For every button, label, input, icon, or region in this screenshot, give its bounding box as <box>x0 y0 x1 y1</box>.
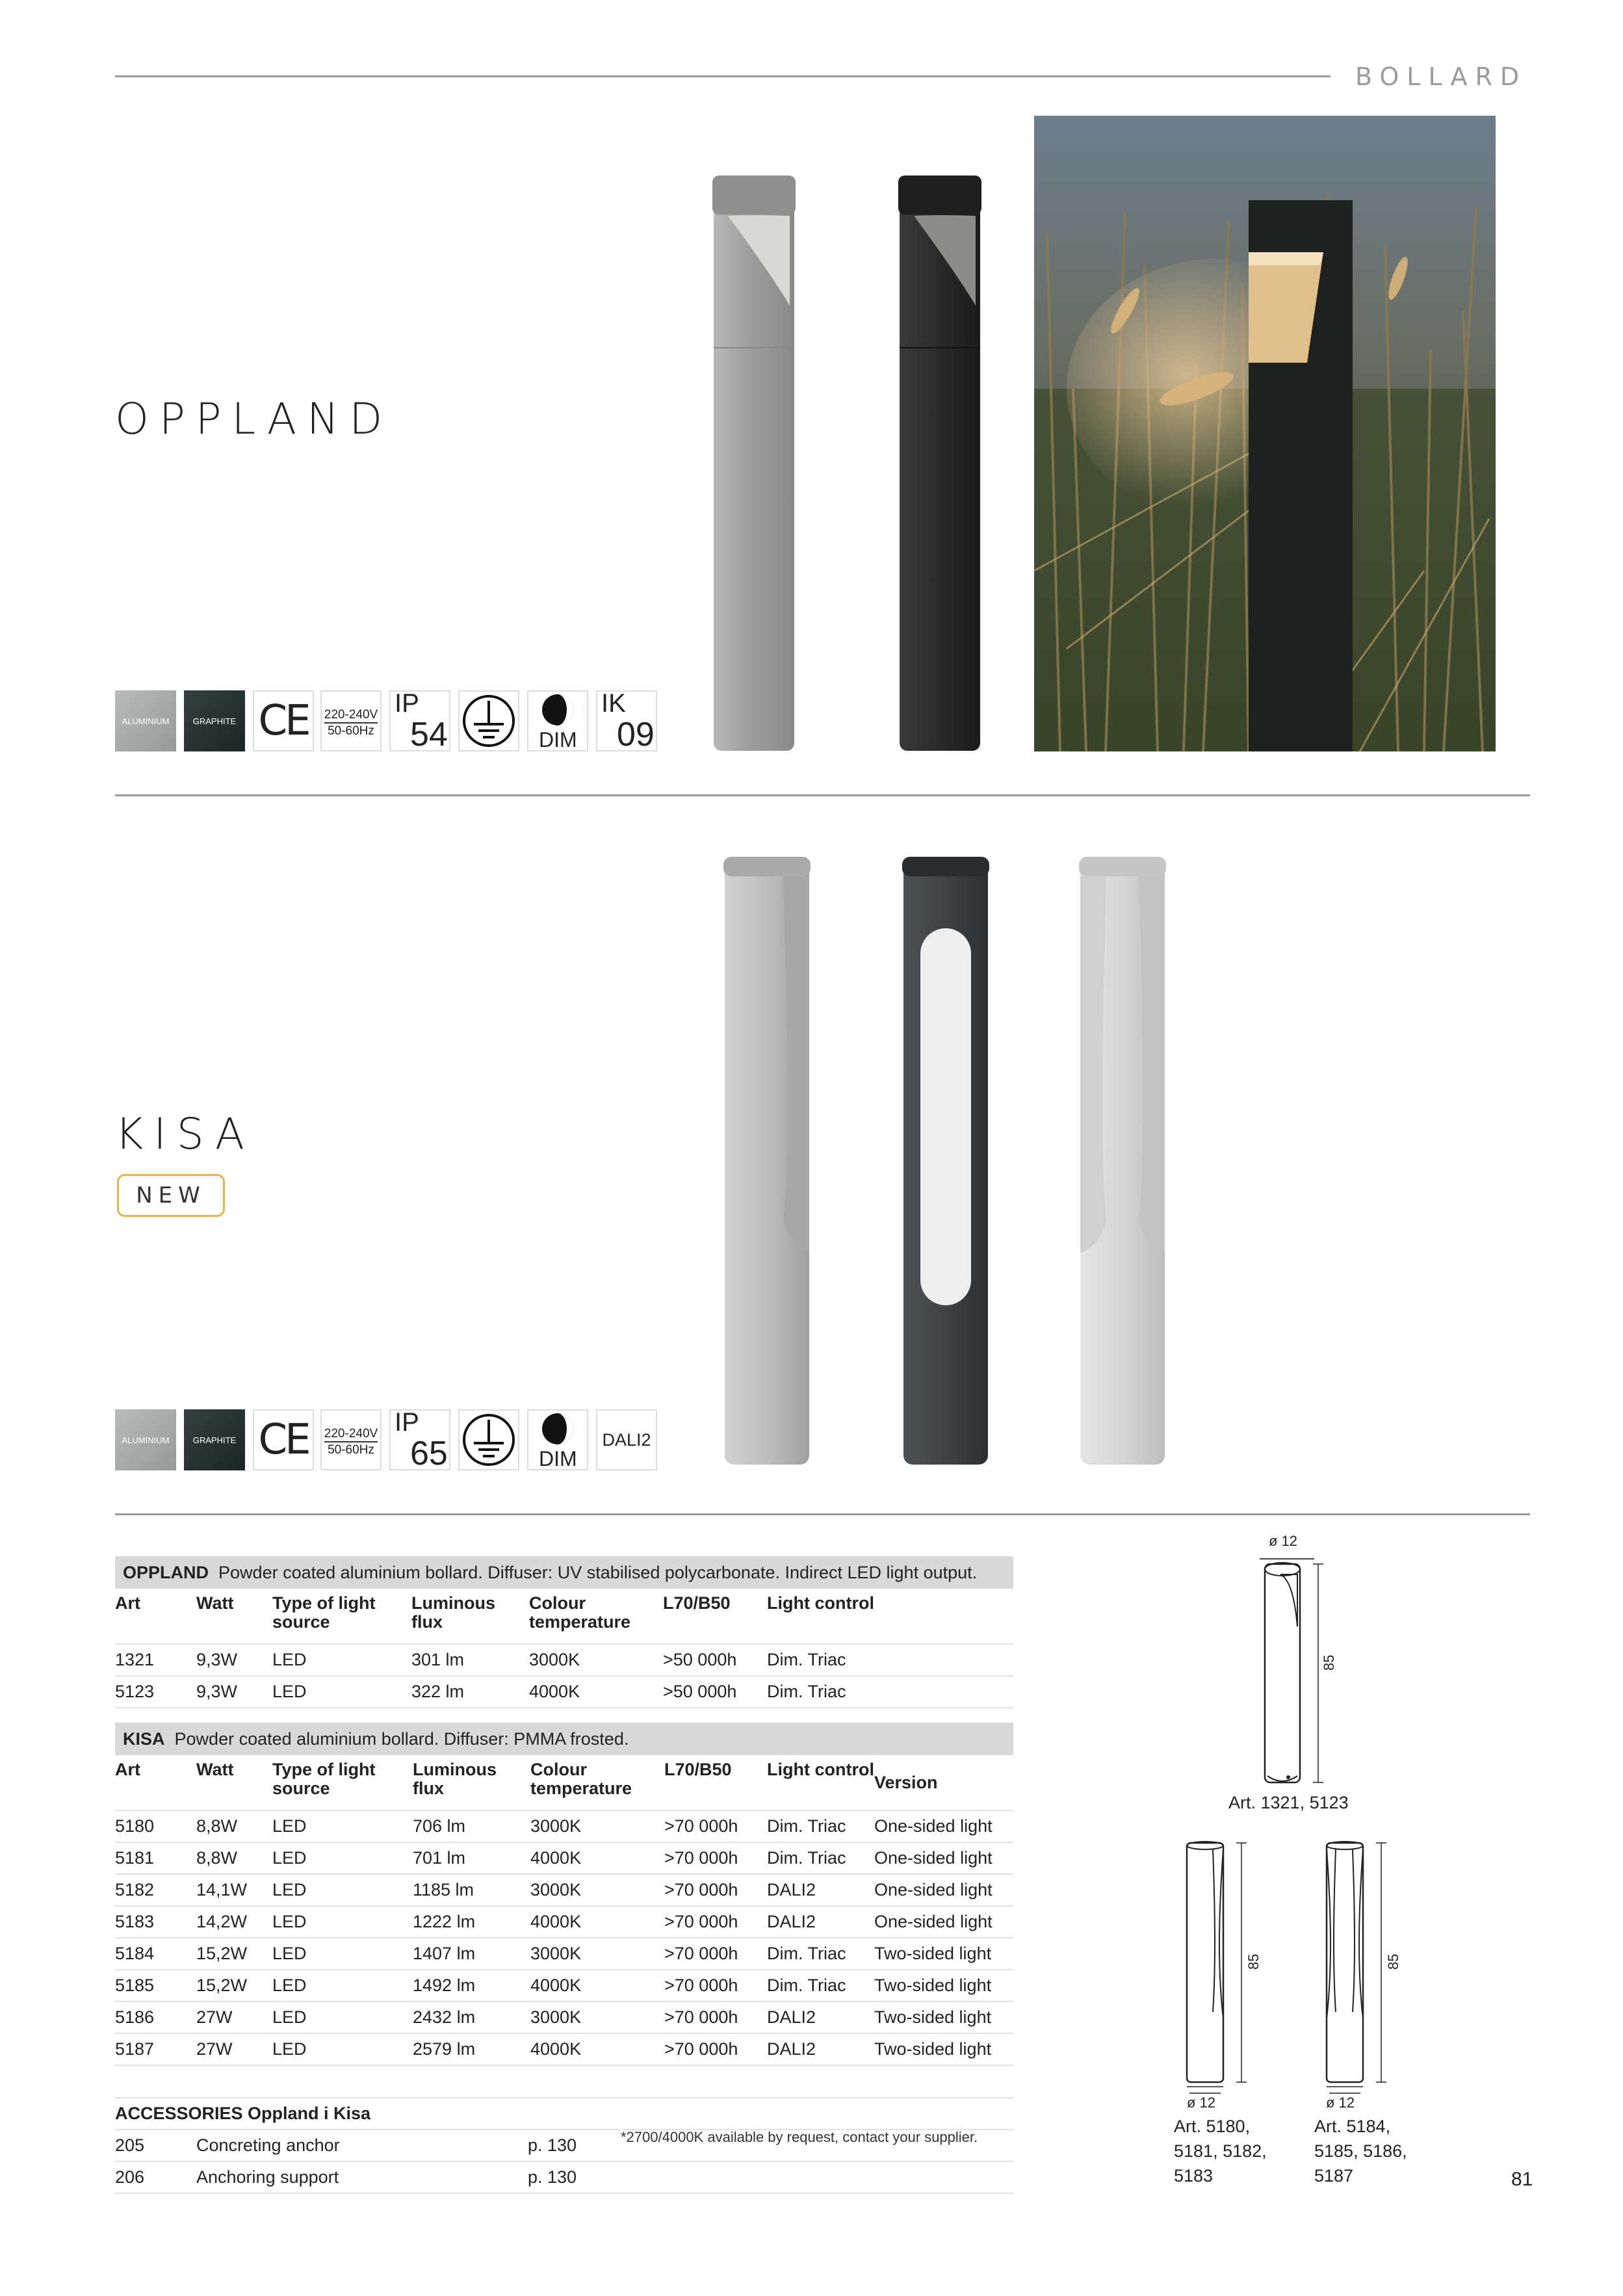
cell: One-sided light <box>874 1842 1013 1874</box>
oppland-title: OPPLAND <box>115 394 393 444</box>
cell: 15,2W <box>196 1938 272 1970</box>
col-watt: Watt <box>196 1589 272 1644</box>
section-divider-2 <box>115 1513 1530 1515</box>
frequency-range: 50-60Hz <box>328 1443 374 1457</box>
cell: p. 130 <box>528 2130 1013 2161</box>
cell: LED <box>272 1906 413 1938</box>
cell: 5187 <box>115 2033 196 2065</box>
cell: Dim. Triac <box>767 1676 1013 1708</box>
dimmable-icon <box>527 690 588 751</box>
cell: 3000K <box>530 1810 664 1842</box>
oppland-band <box>115 1556 1013 1589</box>
cell: >50 000h <box>663 1676 767 1708</box>
cell: 1321 <box>115 1644 196 1676</box>
dim-label: DIM <box>539 728 577 751</box>
cell: 3000K <box>530 1874 664 1906</box>
table-row <box>115 1644 1013 1676</box>
cell: 2579 lm <box>413 2033 530 2065</box>
col-type: Type of light source <box>272 1589 411 1644</box>
kisa-product-white <box>1074 857 1171 1468</box>
cell: 4000K <box>529 1676 663 1708</box>
cell: 3000K <box>529 1644 663 1676</box>
cell: LED <box>272 1842 413 1874</box>
ce-mark-icon <box>253 690 314 751</box>
oppland-lifestyle-photo <box>1034 116 1496 751</box>
cell: LED <box>272 2033 413 2065</box>
header-rule <box>115 75 1331 77</box>
oppland-band-name: OPPLAND <box>123 1562 209 1582</box>
cell: 5181 <box>115 1842 196 1874</box>
cell: 8,8W <box>196 1842 272 1874</box>
drawing3-label-line1: Art. 5184, <box>1314 2117 1391 2136</box>
cell: Dim. Triac <box>767 1938 874 1970</box>
ik-rating-icon <box>596 690 657 751</box>
cell: >70 000h <box>664 1970 767 2002</box>
dim-label: DIM <box>539 1447 577 1470</box>
cell: 4000K <box>530 1906 664 1938</box>
drawing3-diameter: ø 12 <box>1326 2094 1355 2111</box>
cell: DALI2 <box>767 2002 874 2033</box>
cell: >70 000h <box>664 1906 767 1938</box>
cell: 3000K <box>530 2002 664 2033</box>
kisa-product-aluminium <box>718 857 816 1468</box>
ce-mark-text: CE <box>258 697 309 745</box>
cell: 9,3W <box>196 1676 272 1708</box>
ip-label: IP <box>395 1408 419 1437</box>
col-l70: L70/B50 <box>664 1755 767 1810</box>
cell: 4000K <box>530 1842 664 1874</box>
cell: LED <box>272 1970 413 2002</box>
ce-mark-text: CE <box>258 1416 309 1464</box>
cell: Dim. Triac <box>767 1644 1013 1676</box>
cell: 5180 <box>115 1810 196 1842</box>
oppland-band-desc: Powder coated aluminium bollard. Diffuser: UV stabilised polycarbonate. Indirect LED light output. <box>218 1562 978 1582</box>
cell: 8,8W <box>196 1810 272 1842</box>
cell: Two-sided light <box>874 1970 1013 2002</box>
drawing3-label-line3: 5187 <box>1314 2166 1354 2185</box>
cell: >70 000h <box>664 1842 767 1874</box>
drawing1-oppland <box>1254 1555 1345 1789</box>
drawing1-height: 85 <box>1321 1654 1337 1671</box>
col-art: Art <box>115 1589 196 1644</box>
cell: One-sided light <box>874 1810 1013 1842</box>
voltage-icon <box>320 1409 382 1470</box>
cell: 5123 <box>115 1676 196 1708</box>
cell: Dim. Triac <box>767 1842 874 1874</box>
cell: 5183 <box>115 1906 196 1938</box>
cell: LED <box>272 1938 413 1970</box>
cell: 5186 <box>115 2002 196 2033</box>
kisa-spec-table <box>115 1723 1013 2066</box>
dimmable-icon <box>527 1409 588 1470</box>
cell: 4000K <box>530 1970 664 2002</box>
col-control: Light control <box>767 1755 874 1810</box>
cell: DALI2 <box>767 2033 874 2065</box>
cell: LED <box>272 1644 411 1676</box>
voltage-range: 220-240V <box>324 707 378 724</box>
cell: 1222 lm <box>413 1906 530 1938</box>
kisa-header-row <box>115 1755 1013 1810</box>
drawing3-height: 85 <box>1385 1953 1401 1970</box>
cell: 322 lm <box>411 1676 529 1708</box>
oppland-product-aluminium <box>708 176 799 754</box>
cell: 14,2W <box>196 1906 272 1938</box>
cell: Dim. Triac <box>767 1970 874 2002</box>
cell: Concreting anchor <box>196 2130 528 2161</box>
cell: 205 <box>115 2130 196 2161</box>
col-watt: Watt <box>196 1755 272 1810</box>
voltage-icon <box>320 690 382 751</box>
cell: 3000K <box>530 1938 664 1970</box>
cell: >70 000h <box>664 1874 767 1906</box>
drawing1-label: Art. 1321, 5123 <box>1228 1793 1349 1812</box>
cell: >70 000h <box>664 2002 767 2033</box>
drawing2-label <box>1174 2114 1267 2188</box>
table-row <box>115 2033 1013 2065</box>
earth-ground-icon <box>458 1409 519 1470</box>
cell: 14,1W <box>196 1874 272 1906</box>
cell: Anchoring support <box>196 2161 528 2193</box>
table-row <box>115 1906 1013 1938</box>
kisa-title: KISA <box>115 1109 255 1159</box>
cell: LED <box>272 2002 413 2033</box>
cell: p. 130 <box>528 2161 1013 2193</box>
col-temp: Colour temperature <box>530 1755 664 1810</box>
kisa-product-graphite <box>897 857 994 1468</box>
accessories-title: ACCESSORIES Oppland i Kisa <box>115 2098 1013 2130</box>
cell: 5185 <box>115 1970 196 2002</box>
section-label: BOLLARD <box>1355 62 1527 91</box>
drawing2-diameter: ø 12 <box>1187 2094 1216 2111</box>
cell: 27W <box>196 2033 272 2065</box>
ik-label: IK <box>601 689 626 718</box>
cell: Dim. Triac <box>767 1810 874 1842</box>
cell: >70 000h <box>664 1810 767 1842</box>
table-row <box>115 2002 1013 2033</box>
cell: >50 000h <box>663 1644 767 1676</box>
col-version: Version <box>874 1755 1013 1810</box>
cell: Two-sided light <box>874 2033 1013 2065</box>
cell: LED <box>272 1874 413 1906</box>
cell: 701 lm <box>413 1842 530 1874</box>
col-control: Light control <box>767 1589 1013 1644</box>
drawing1-diameter: ø 12 <box>1269 1533 1298 1549</box>
col-temp: Colour temperature <box>529 1589 663 1644</box>
ip-value: 54 <box>410 716 448 753</box>
cell: 1185 lm <box>413 1874 530 1906</box>
cell: 1407 lm <box>413 1938 530 1970</box>
table-row <box>115 1874 1013 1906</box>
accessories-title-row <box>115 2098 1013 2130</box>
cell: 301 lm <box>411 1644 529 1676</box>
drawing3-label-line2: 5185, 5186, <box>1314 2141 1407 2161</box>
cell: 27W <box>196 2002 272 2033</box>
cell: 2432 lm <box>413 2002 530 2033</box>
col-l70: L70/B50 <box>663 1589 767 1644</box>
cell: 9,3W <box>196 1644 272 1676</box>
cell: 5182 <box>115 1874 196 1906</box>
cell: Two-sided light <box>874 2002 1013 2033</box>
ik-value: 09 <box>617 716 655 753</box>
cell: 15,2W <box>196 1970 272 2002</box>
cell: Two-sided light <box>874 1938 1013 1970</box>
kisa-band-desc: Powder coated aluminium bollard. Diffuser: PMMA frosted. <box>174 1729 629 1749</box>
cell: >70 000h <box>664 2033 767 2065</box>
footnote: *2700/4000K available by request, contact your supplier. <box>621 2129 978 2145</box>
cell: 206 <box>115 2161 196 2193</box>
table-row <box>115 1938 1013 1970</box>
cell: LED <box>272 1810 413 1842</box>
dali-label: DALI2 <box>602 1429 651 1450</box>
table-row <box>115 1970 1013 2002</box>
section-divider-1 <box>115 794 1530 796</box>
drawing2-label-line2: 5181, 5182, <box>1174 2141 1267 2161</box>
ip-rating-icon <box>389 690 450 751</box>
cell: LED <box>272 1676 411 1708</box>
cell: DALI2 <box>767 1906 874 1938</box>
drawing3-label <box>1314 2114 1407 2188</box>
ip-value: 65 <box>410 1435 448 1472</box>
cell: One-sided light <box>874 1874 1013 1906</box>
cell: >70 000h <box>664 1938 767 1970</box>
frequency-range: 50-60Hz <box>328 724 374 738</box>
cell: 706 lm <box>413 1810 530 1842</box>
earth-ground-icon <box>458 690 519 751</box>
oppland-product-graphite <box>894 176 985 754</box>
cell: 4000K <box>530 2033 664 2065</box>
col-art: Art <box>115 1755 196 1810</box>
col-flux: Luminous flux <box>411 1589 529 1644</box>
kisa-band-name: KISA <box>123 1729 165 1749</box>
table-row <box>115 1842 1013 1874</box>
table-row <box>115 1676 1013 1708</box>
drawing2-label-line1: Art. 5180, <box>1174 2117 1251 2136</box>
kisa-band <box>115 1723 1013 1755</box>
col-type: Type of light source <box>272 1755 413 1810</box>
aluminium-swatch: ALUMINIUM <box>115 690 176 751</box>
graphite-swatch: GRAPHITE <box>184 1409 245 1470</box>
cell: DALI2 <box>767 1874 874 1906</box>
drawing2-height: 85 <box>1245 1953 1262 1970</box>
ip-label: IP <box>395 689 419 718</box>
aluminium-swatch: ALUMINIUM <box>115 1409 176 1470</box>
new-badge: NEW <box>117 1174 225 1217</box>
ce-mark-icon <box>253 1409 314 1470</box>
cell: 1492 lm <box>413 1970 530 2002</box>
cell: One-sided light <box>874 1906 1013 1938</box>
cell: 5184 <box>115 1938 196 1970</box>
table-row <box>115 2161 1013 2193</box>
col-flux: Luminous flux <box>413 1755 530 1810</box>
table-row <box>115 1810 1013 1842</box>
dali-icon <box>596 1409 657 1470</box>
oppland-spec-table <box>115 1556 1013 1708</box>
voltage-range: 220-240V <box>324 1426 378 1442</box>
ip-rating-icon <box>389 1409 450 1470</box>
page-number: 81 <box>1511 2169 1533 2190</box>
oppland-header-row <box>115 1589 1013 1644</box>
drawing2-label-line3: 5183 <box>1174 2166 1214 2185</box>
graphite-swatch: GRAPHITE <box>184 690 245 751</box>
